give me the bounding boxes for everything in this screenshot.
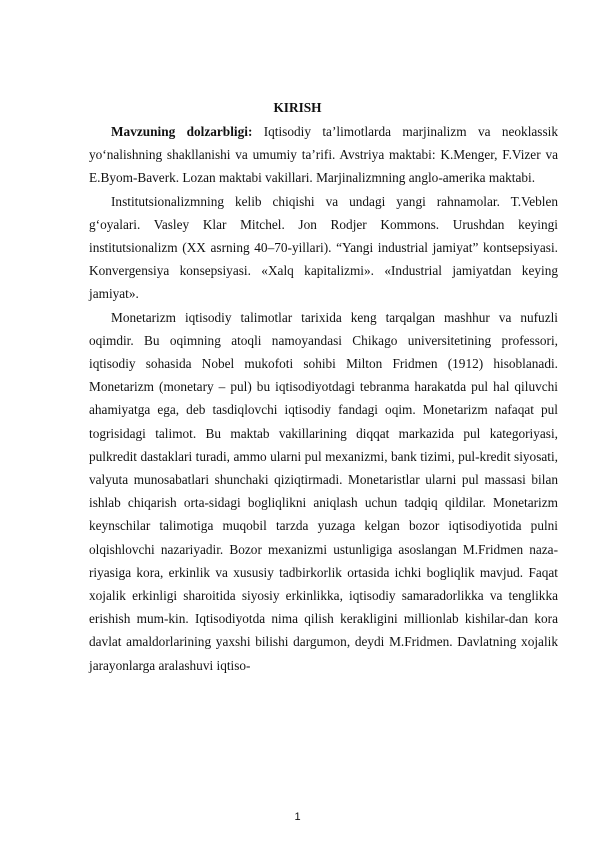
paragraph-relevance: [89, 120, 558, 190]
body-text: [89, 120, 558, 677]
paragraph-text: Monetarizm iqtisodiy talimotlar tarixida keng tarqalgan mashhur va nufuzli oqimdir. Bu oqimning atoqli namoyandasi Chikago universitetining professori, iqtisodiy sohasida Nobel mukofoti sohibi Milton Fridmen (1912) hisoblanadi. Monetarizm (monetary – pul) bu iqtisodiyotdagi tebranma harakatda pul hal qiluvchi ahamiyatga ega, deb tasdiqlovchi iqtisodiy fandagi oqim. Monetarizm nafaqat pul togrisidagi talimot. Bu maktab vakillarining diqqat markazida pul kategoriyasi, pulkredit dastaklari turadi, ammo ularni pul mexanizmi, bank tizimi, pul-kredit siyosati, valyuta munosabatlari shunchaki qiziqtirmadi. Monetaristlar ularni pul massasi bilan ishlab chiqarish orta-sidagi bogliqlikni aniqlash uchun tadqiq qildilar. Monetarizm keynschilar talimotiga muqobil tarzda yuzaga kelgan bozor iqtisodiyotida pulni olqishlovchi nazariyadir. Bozor mexanizmi ustunligiga asoslangan M.Fridmen naza-riyasiga kora, erkinlik va xususiy tadbirkorlik ortasida ichki bogliqlik mavjud. Faqat xojalik erkinligi sharoitida siyosiy erkinlikka, iqtisodiy samaradorlikka va tenglikka erishish mum-kin. Iqtisodiyotda nima qilish kerakligini millionlab kishilar-dan kora davlat amaldorlarining yaxshi bilishi dargumon, deydi M.Fridmen. Davlatning xojalik jarayonlarga aralashuvi iqtiso-: [89, 309, 558, 673]
paragraph-institutionalism: [89, 190, 558, 306]
paragraph-text: Iqtisodiy ta’limotlarda marjinalizm va neoklassik yo‘nalishning shakllanishi va umumiy ta’rifi. Avstriya maktabi: K.Menger, F.Vizer va E.Byom-Baverk. Lozan maktabi vakillari. Marjinalizmning anglo-amerika maktabi.: [89, 124, 558, 186]
section-heading: KIRISH: [273, 100, 322, 115]
paragraph-lead-label: Mavzuning dolzarbligi:: [111, 124, 253, 139]
paragraph-monetarism: [89, 306, 558, 677]
page-number: 1: [294, 811, 301, 823]
paragraph-text: Institutsionalizmning kelib chiqishi va undagi yangi rahnamolar. T.Veblen g‘oyalari. Vasley Klar Mitchel. Jon Rodjer Kommons. Urushdan keyingi institutsionalizm (XX asrning 40–70-yillari). “Yangi industrial jamiyat” kontsepsiyasi. Konvergensiya konsepsiyasi. «Xalq kapitalizmi». «Industrial jamiyatdan keying jamiyat».: [89, 193, 558, 302]
